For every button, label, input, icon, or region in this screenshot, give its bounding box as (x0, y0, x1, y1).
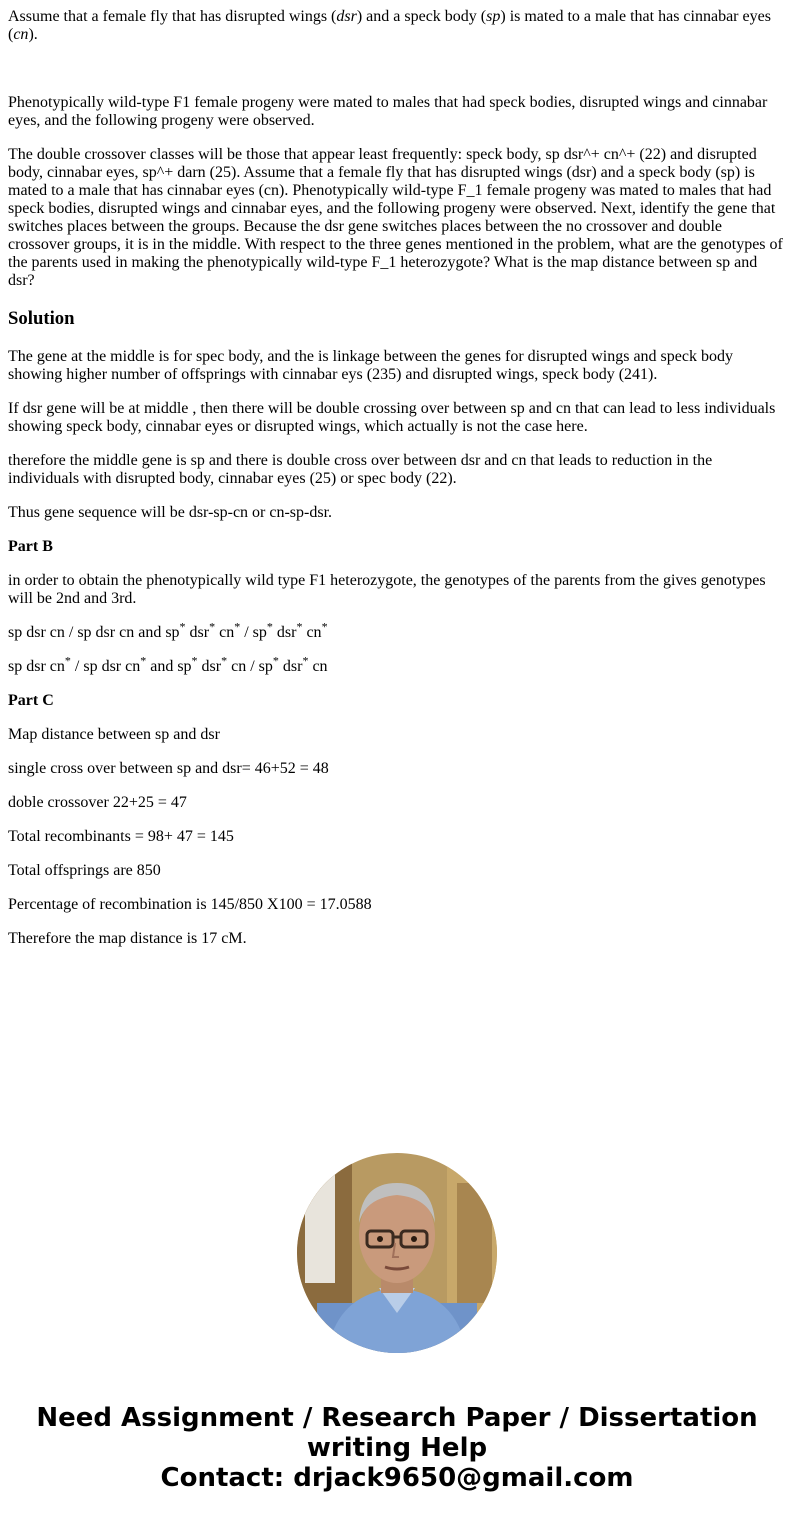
superscript: * (296, 619, 303, 634)
genotype-line (8, 653, 786, 676)
genotype-text: sp dsr cn (8, 658, 65, 675)
question-text: ) and a speck body ( (356, 8, 487, 25)
solution-paragraph: If dsr gene will be at middle , then there will be double crossing over between sp and cn that can lead to less individuals showing speck body, cinnabar eyes or disrupted wings, which actually is not the case here. (8, 400, 776, 435)
genotype-text: cn (215, 624, 235, 641)
genotype-line (8, 619, 786, 642)
genotype-text: sp dsr cn / sp dsr cn and sp (8, 624, 180, 641)
solution-paragraph: The gene at the middle is for spec body, and the is linkage between the genes for disrupted wings and speck body showing higher number of offsprings with cinnabar eys (235) and disrupted wings, speck body (241). (8, 348, 733, 383)
part-c-line: Total recombinants = 98+ 47 = 145 (8, 828, 234, 845)
superscript: * (321, 619, 328, 634)
gene-symbol: cn (13, 26, 29, 43)
part-c-heading (8, 692, 786, 710)
genotype-text: dsr (197, 658, 222, 675)
genotype-text: / sp dsr cn (70, 658, 141, 675)
superscript: * (266, 619, 273, 634)
part-c-line: doble crossover 22+25 = 47 (8, 794, 187, 811)
solution-paragraph: therefore the middle gene is sp and there is double cross over between dsr and cn that leads to reduction in the individuals with disrupted body, cinnabar eyes (25) or spec body (22). (8, 452, 713, 487)
blank-line (8, 60, 786, 78)
part-c-line: Map distance between sp and dsr (8, 726, 220, 743)
question-text: ). (28, 26, 38, 43)
genotype-text: cn (302, 624, 322, 641)
part-c-title: Part C (8, 692, 54, 709)
superscript: * (234, 619, 241, 634)
solution-paragraph: Thus gene sequence will be dsr-sp-cn or cn-sp-dsr. (8, 504, 333, 521)
genotype-text: and sp (146, 658, 192, 675)
gene-symbol: sp (486, 8, 501, 25)
question-text: Assume that a female fly that has disrupted wings ( (8, 8, 337, 25)
promo-contact: Contact: drjack9650@gmail.com (160, 1463, 634, 1493)
question-paragraph: The double crossover classes will be those that appear least frequently: speck body, sp dsr^+ cn^+ (22) and disrupted body, cinnabar eyes, sp^+ darn (25). Assume that a female fly that has disrupted wings (dsr) and a speck body (sp) is mated to a male that has cinnabar eyes (cn). Phenotypically wild-type F_1 female progeny was mated to males that had speck bodies, disrupted wings and cinnabar eyes, and the following progeny were observed. Next, identify the gene that switches places between the groups. Because the dsr gene switches places between the no crossover and double crossover groups, it is in the middle. With respect to the three genes mentioned in the problem, what are the genotypes of the parents used in making the phenotypically wild-type F_1 heterozygote? What is the map distance between sp and dsr? (8, 146, 783, 289)
part-c-line: Therefore the map distance is 17 cM. (8, 930, 247, 947)
promo-line: writing Help (306, 1433, 488, 1463)
genotype-text: dsr (185, 624, 210, 641)
part-b-title: Part B (8, 538, 53, 555)
superscript: * (179, 619, 186, 634)
superscript: * (191, 653, 198, 668)
portrait-photo (297, 1153, 497, 1353)
superscript: * (272, 653, 279, 668)
genotype-text: dsr (278, 658, 303, 675)
solution-heading: Solution (8, 308, 75, 329)
question-intro (8, 8, 786, 44)
solution-paragraph: in order to obtain the phenotypically wild type F1 heterozygote, the genotypes of the parents from the gives genotypes will be 2nd and 3rd. (8, 572, 766, 607)
genotype-text: cn (308, 658, 328, 675)
genotype-text: cn / sp (227, 658, 273, 675)
promo-banner (0, 1403, 794, 1493)
part-c-line: Total offsprings are 850 (8, 862, 161, 879)
superscript: * (140, 653, 147, 668)
question-paragraph: Phenotypically wild-type F1 female progeny were mated to males that had speck bodies, disrupted wings and cinnabar eyes, and the following progeny were observed. (8, 94, 768, 129)
genotype-text: dsr (272, 624, 297, 641)
part-b-heading (8, 538, 786, 556)
superscript: * (209, 619, 216, 634)
question-text: ) is mated to a male that has cinnabar eyes ( (8, 8, 771, 43)
promo-line: Need Assignment / Research Paper / Dissertation (36, 1403, 758, 1433)
part-c-line: single cross over between sp and dsr= 46+52 = 48 (8, 760, 329, 777)
genotype-text: / sp (240, 624, 267, 641)
part-c-line: Percentage of recombination is 145/850 X100 = 17.0588 (8, 896, 372, 913)
superscript: * (302, 653, 309, 668)
superscript: * (221, 653, 228, 668)
superscript: * (64, 653, 71, 668)
gene-symbol: dsr (336, 8, 357, 25)
author-avatar (297, 1153, 497, 1353)
document-body (8, 0, 786, 964)
